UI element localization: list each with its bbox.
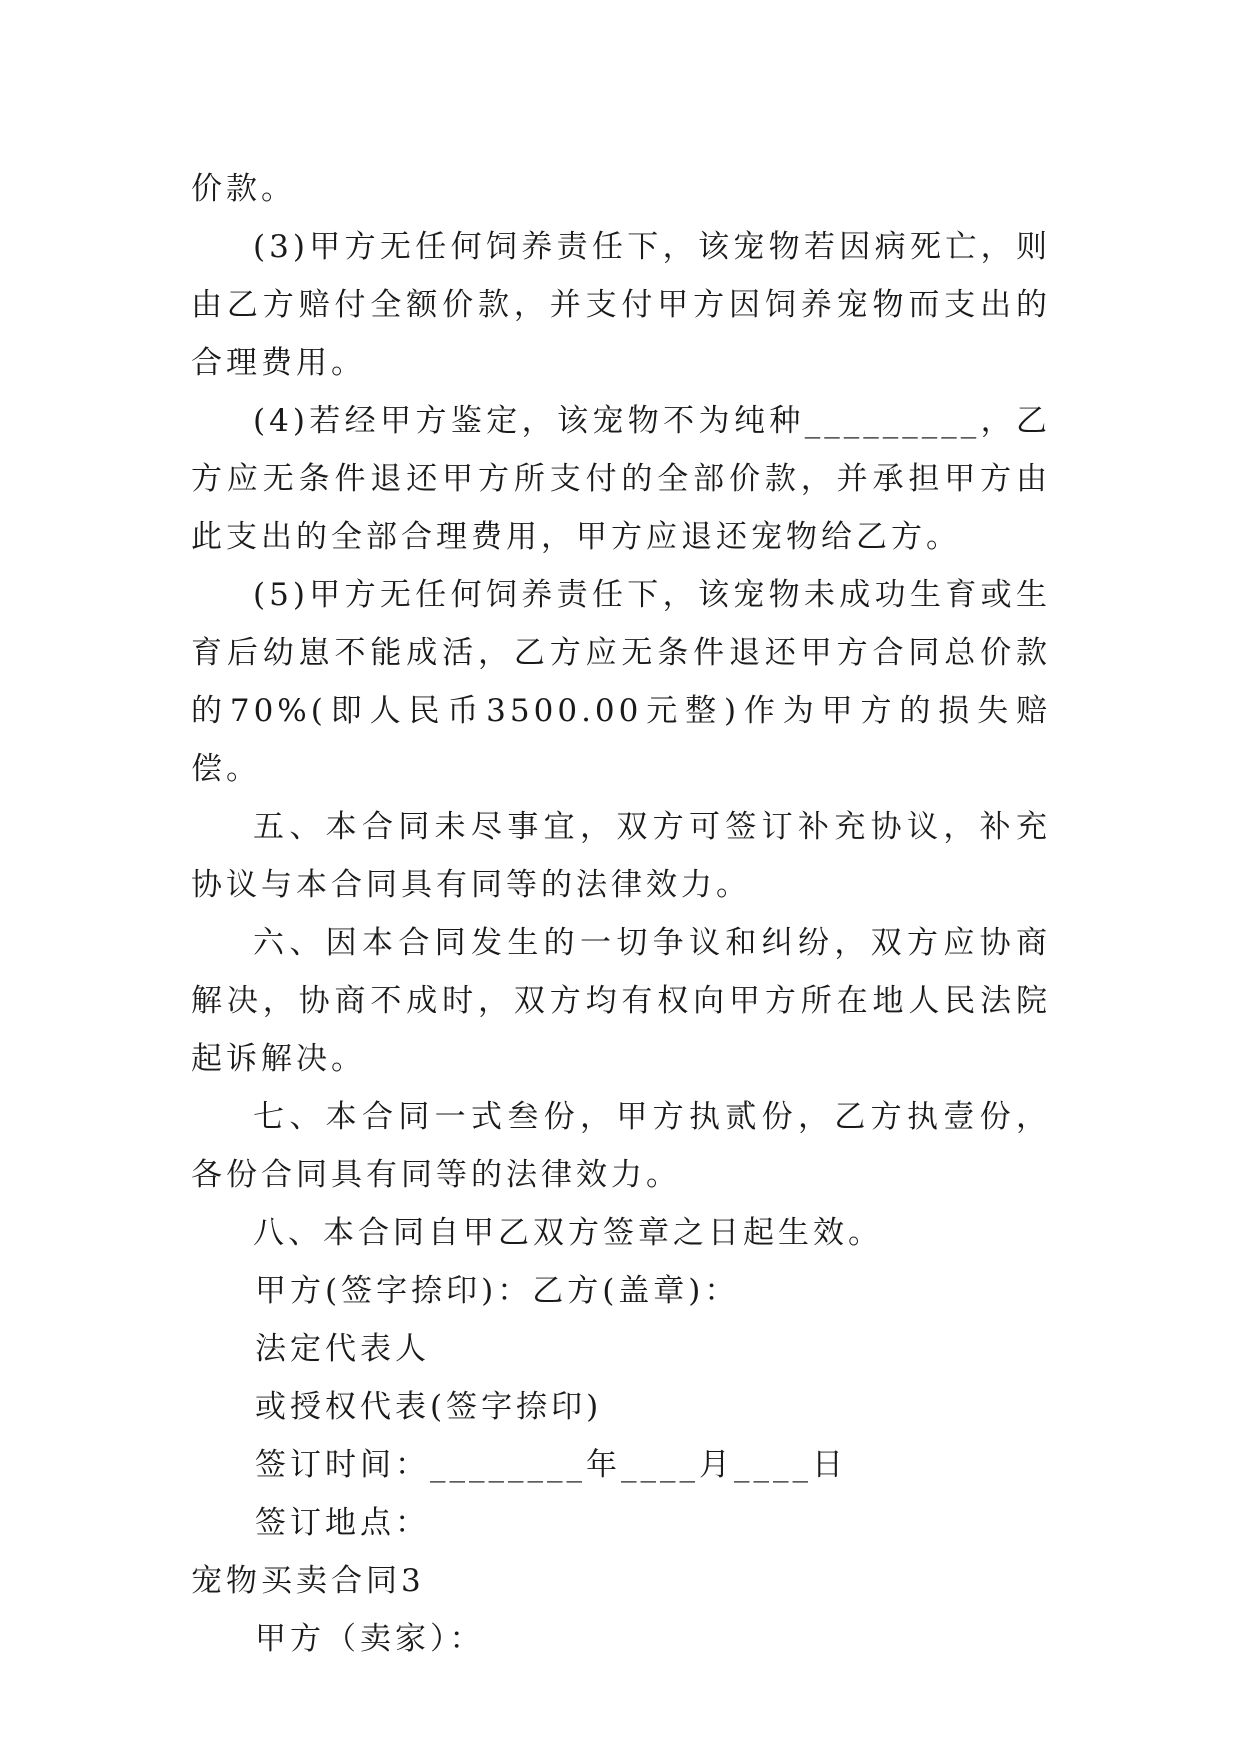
signature-parties-line: 甲方(签字捺印)：乙方(盖章)： [255, 1273, 740, 1309]
paragraph-clause-4: (4)若经甲方鉴定，该宠物不为纯种_________，乙方应无条件退还甲方所支付的全部价款，并承担甲方由此支出的全部合理费用，甲方应退还宠物给乙方。 [191, 403, 1051, 555]
paragraph-article-8: 八、本合同自甲乙双方签章之日起生效。 [253, 1215, 883, 1251]
contract-section-title: 宠物买卖合同3 [191, 1563, 425, 1599]
party-a-seller-line: 甲方（卖家）： [255, 1621, 485, 1657]
paragraph-article-5: 五、本合同未尽事宜，双方可签订补充协议，补充协议与本合同具有同等的法律效力。 [191, 809, 1051, 903]
paragraph-price-end: 价款。 [191, 171, 296, 207]
document-body [191, 160, 1051, 1668]
paragraph-clause-5: (5)甲方无任何饲养责任下，该宠物未成功生育或生育后幼崽不能成活，乙方应无条件退还甲方合同总价款的70%(即人民币3500.00元整)作为甲方的损失赔偿。 [191, 577, 1051, 787]
paragraph-article-6: 六、因本合同发生的一切争议和纠纷，双方应协商解决，协商不成时，双方均有权向甲方所在地人民法院起诉解决。 [191, 925, 1051, 1077]
signature-legal-representative: 法定代表人 [255, 1331, 430, 1367]
signature-authorized-representative: 或授权代表(签字捺印) [255, 1389, 603, 1425]
paragraph-clause-3: (3)甲方无任何饲养责任下，该宠物若因病死亡，则由乙方赔付全额价款，并支付甲方因饲养宠物而支出的合理费用。 [191, 229, 1051, 381]
paragraph-article-7: 七、本合同一式叁份，甲方执贰份，乙方执壹份，各份合同具有同等的法律效力。 [191, 1099, 1051, 1193]
signing-place-line: 签订地点： [255, 1505, 430, 1541]
signing-date-line: 签订时间：________年____月____日 [255, 1447, 847, 1483]
